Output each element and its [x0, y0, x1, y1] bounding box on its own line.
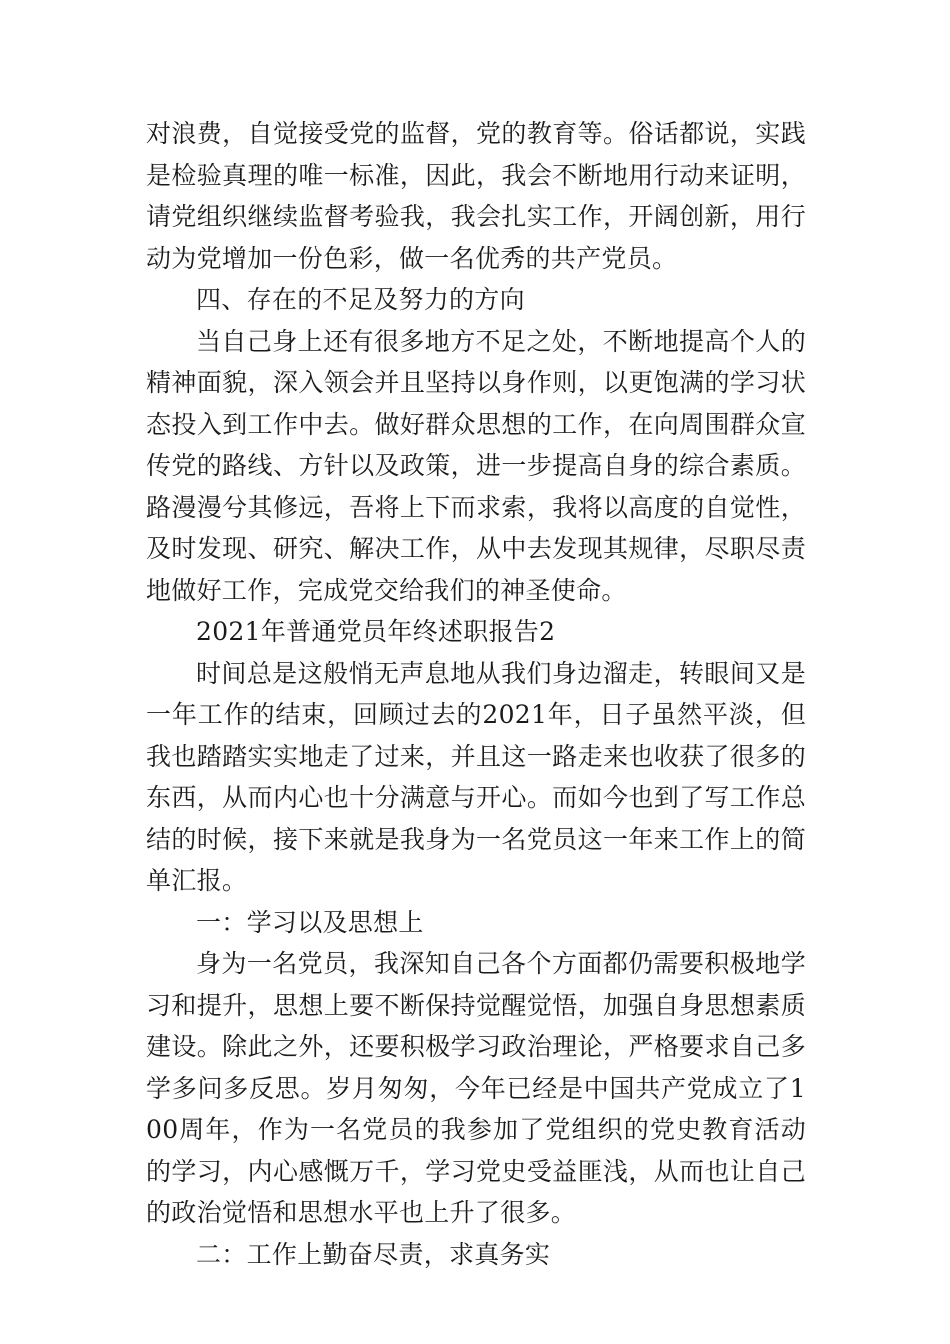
paragraph-shortcomings: 当自己身上还有很多地方不足之处，不断地提高个人的精神面貌，深入领会并且坚持以身作则，以更饱满的学习状态投入到工作中去。做好群众思想的工作，在向周围群众宣传党的路线、方针以及政策，进一步提高自身的综合素质。路漫漫兮其修远，吾将上下而求索，我将以高度的自觉性，及时发现、研究、解决工作，从中去发现其规律，尽职尽责地做好工作，完成党交给我们的神圣使命。	[146, 326, 806, 605]
report-title-2: 2021年普通党员年终述职报告2	[196, 617, 556, 646]
paragraph-intro-continuation: 对浪费，自觉接受党的监督，党的教育等。俗话都说，实践是检验真理的唯一标准，因此，我会不断地用行动来证明，请党组织继续监督考验我，我会扎实工作，开阔创新，用行动为党增加一份色彩，做一名优秀的共产党员。	[146, 119, 806, 273]
paragraph-report-intro: 时间总是这般悄无声息地从我们身边溜走，转眼间又是一年工作的结束，回顾过去的2021年，日子虽然平淡，但我也踏踏实实地走了过来，并且这一路走来也收获了很多的东西，从而内心也十分满意与开心。而如今也到了写工作总结的时候，接下来就是我身为一名党员这一年来工作上的简单汇报。	[146, 658, 806, 895]
paragraph-study: 身为一名党员，我深知自己各个方面都仍需要积极地学习和提升，思想上要不断保持觉醒觉悟，加强自身思想素质建设。除此之外，还要积极学习政治理论，严格要求自己多学多问多反思。岁月匆匆，今年已经是中国共产党成立了100周年，作为一名党员的我参加了党组织的党史教育活动的学习，内心感慨万千，学习党史受益匪浅，从而也让自己的政治觉悟和思想水平也上升了很多。	[146, 949, 806, 1227]
section-heading-study: 一：学习以及思想上	[196, 907, 424, 937]
section-heading-shortcomings: 四、存在的不足及努力的方向	[196, 285, 525, 314]
section-heading-work: 二：工作上勤奋尽责，求真务实	[196, 1239, 551, 1269]
document-body	[146, 113, 806, 1275]
